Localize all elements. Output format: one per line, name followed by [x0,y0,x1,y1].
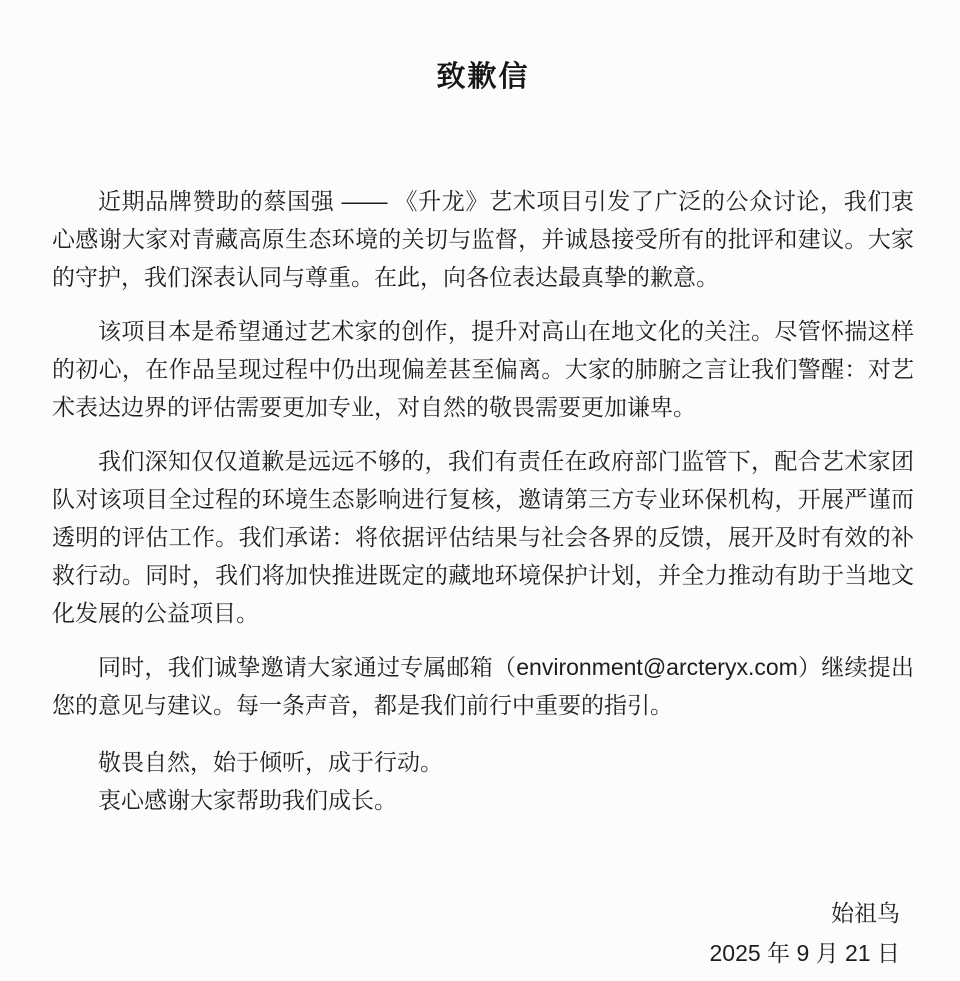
closing-line-1: 敬畏自然，始于倾听，成于行动。 [98,749,443,775]
letter-paragraph-1: 近期品牌赞助的蔡国强 —— 《升龙》艺术项目引发了广泛的公众讨论，我们衷心感谢大家对青藏高原生态环境的关切与监督，并诚恳接受所有的批评和建议。大家的守护，我们深表认同与尊重。在此，向各位表达最真挚的歉意。 [52,188,914,290]
closing-line-2: 衷心感谢大家帮助我们成长。 [98,787,397,813]
letter-paragraph-2: 该项目本是希望通过艺术家的创作，提升对高山在地文化的关注。尽管怀揣这样的初心，在作品呈现过程中仍出现偏差甚至偏离。大家的肺腑之言让我们警醒：对艺术表达边界的评估需要更加专业，对自然的敬畏需要更加谦卑。 [52,318,914,420]
letter-paragraph-3: 我们深知仅仅道歉是远远不够的，我们有责任在政府部门监管下，配合艺术家团队对该项目全过程的环境生态影响进行复核，邀请第三方专业环保机构，开展严谨而透明的评估工作。我们承诺：将依据评估结果与社会各界的反馈，展开及时有效的补救行动。同时，我们将加快推进既定的藏地环境保护计划，并全力推动有助于当地文化发展的公益项目。 [52,448,914,626]
letter-title: 致歉信 [436,61,530,93]
signature-name: 始祖鸟 [831,900,900,926]
signature-block [52,893,914,973]
signature-date: 2025 年 9 月 21 日 [709,940,900,966]
closing-block [52,743,914,819]
letter-paragraph-4: 同时，我们诚挚邀请大家通过专属邮箱（environment@arcteryx.com）继续提出您的意见与建议。每一条声音，都是我们前行中重要的指引。 [52,654,914,718]
